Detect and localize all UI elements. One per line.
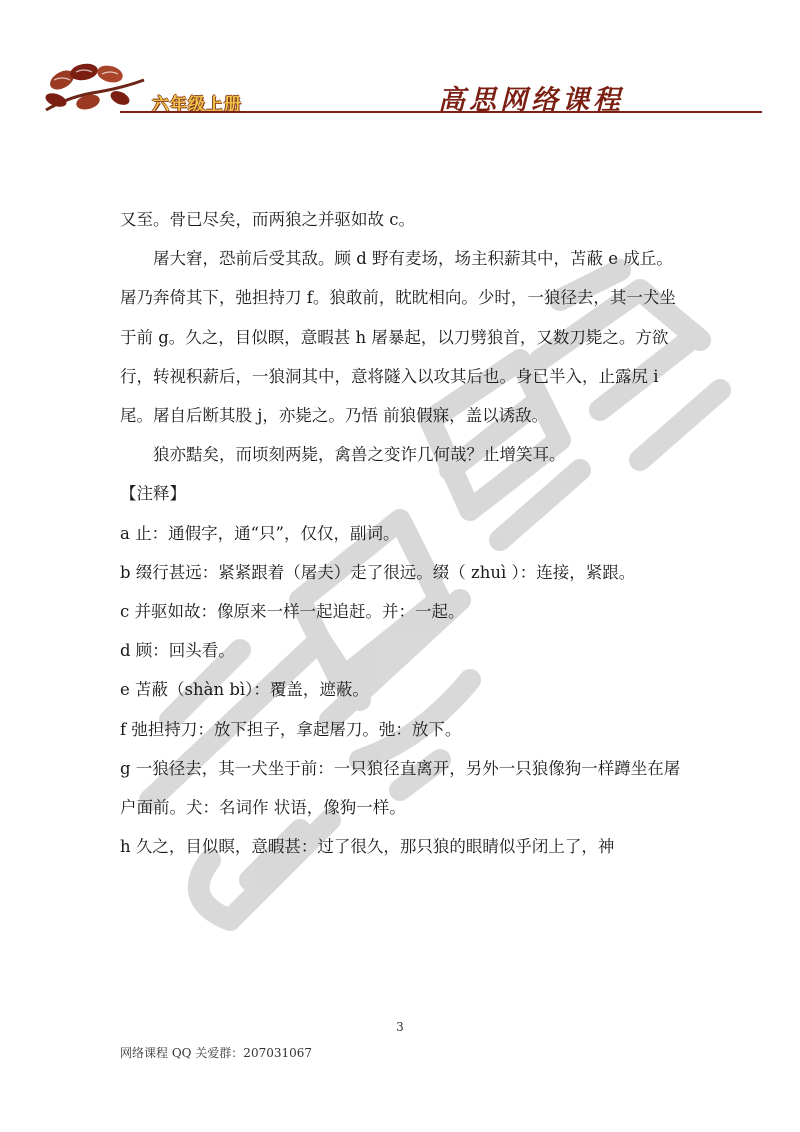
annotation-a: a 止：通假字，通“只”，仅仅，副词。: [120, 523, 400, 543]
annotation-b: b 缀行甚远：紧紧跟着（屠夫）走了很远。缀（ zhuì ）：连接，紧跟。: [120, 562, 636, 582]
paragraph-2: 屠大窘，恐前后受其敌。顾 d 野有麦场，场主积薪其中，苫蔽 e 成丘。屠乃奔倚其下，弛担持刀 f。狼敢前，眈眈相向。少时，一狼径去，其一犬坐于前 g。久之，目似瞑，意暇甚 h 屠暴起，以刀劈狼首，又数刀毙之。方欲行，转视积薪后，一狼洞其中，意将隧入以攻其后也。身已半入，止露尻 i 尾。屠自后断其股 j，亦毙之。乃悟 前狼假寐，盖以诱敌。: [120, 249, 676, 426]
paragraph-3: 狼亦黠矣，而顷刻两毙，禽兽之变诈几何哉？止增笑耳。: [153, 445, 566, 465]
paragraph-1: 又至。骨已尽矣，而两狼之并驱如故 c。: [120, 210, 415, 229]
footer-qq-group: 网络课程 QQ 关爱群：207031067: [120, 1046, 313, 1060]
grade-label: 六年级上册: [152, 95, 242, 115]
annotation-f: f 弛担持刀：放下担子，拿起屠刀。弛：放下。: [120, 719, 462, 739]
annotation-c: c 并驱如故：像原来一样一起追赶。并：一起。: [120, 602, 465, 622]
annotation-d: d 顾：回头看。: [120, 641, 235, 661]
annotation-e: e 苫蔽（shàn bì）：覆盖，遮蔽。: [120, 680, 369, 700]
annotations-heading: 【注释】: [120, 484, 186, 504]
brand-title: 高思网络课程: [438, 85, 624, 116]
header-divider: [120, 111, 762, 113]
annotation-g: g 一狼径去，其一犬坐于前：一只狼径直离开，另外一只狼像狗一样蹲坐在屠户面前。犬：名词作 状语，像狗一样。: [120, 758, 681, 818]
article-body: [120, 200, 682, 866]
page-header: [0, 0, 800, 120]
page-number: 3: [396, 1020, 404, 1034]
annotation-h: h 久之，目似瞑，意暇甚：过了很久，那只狼的眼睛似乎闭上了，神: [120, 837, 615, 857]
